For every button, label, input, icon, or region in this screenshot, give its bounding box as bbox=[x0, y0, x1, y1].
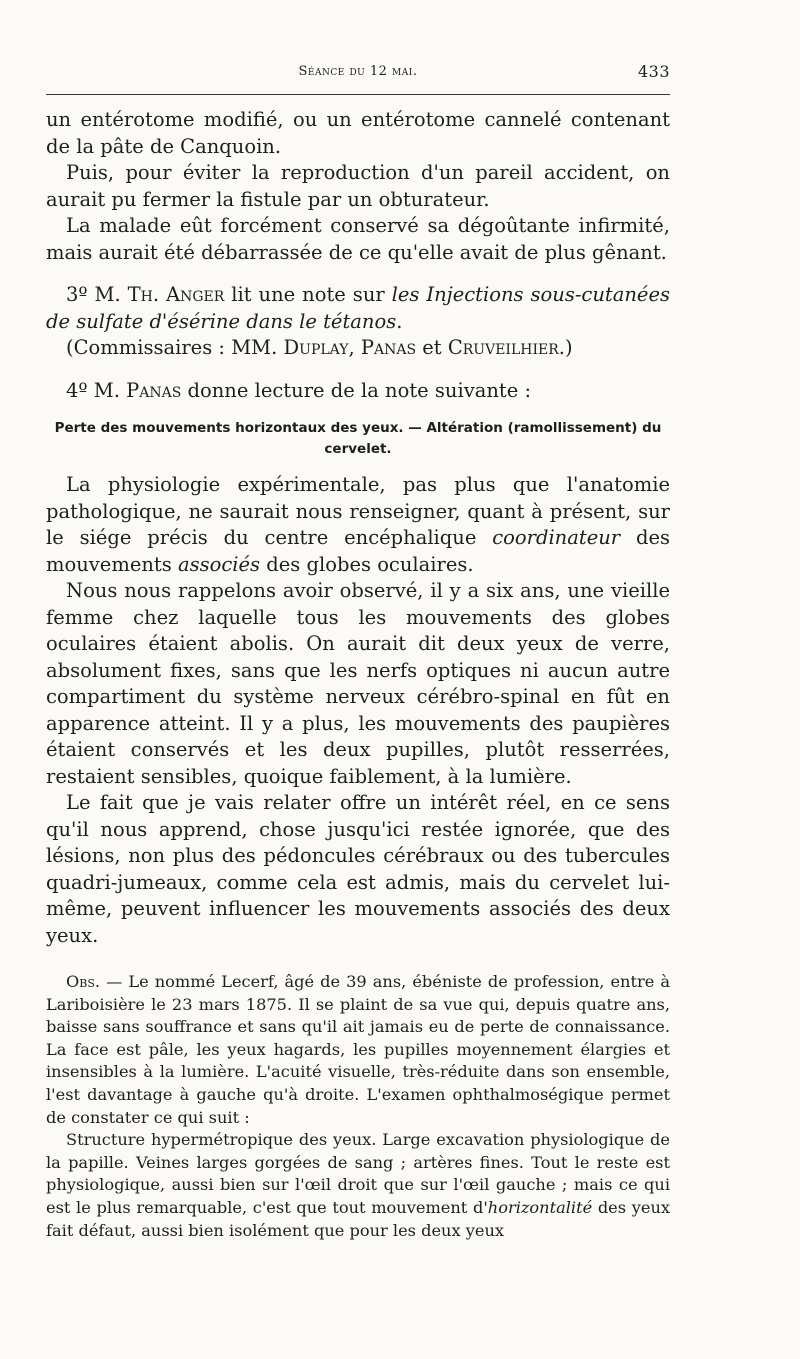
observation-label: Obs. bbox=[66, 972, 101, 991]
header-rule bbox=[46, 94, 670, 95]
observation bbox=[46, 971, 670, 1242]
author-name: Th. Anger bbox=[127, 283, 225, 306]
commissaires-line: (Commissaires : MM. Duplay, Panas et Cruveilhier.) bbox=[66, 336, 573, 359]
paragraph: Puis, pour éviter la reproduction d'un pareil accident, on aurait pu fermer la fistule par un obturateur. bbox=[46, 161, 670, 211]
observation-paragraph: Structure hypermétropique des yeux. Large excavation physiologique de la papille. Veines larges gorgées de sang ; artères fines. Tout le reste est physiologique, aussi bien sur l'œil droit que sur l'œil gauche ; mais ce qui est le plus remarquable, c'est que tout mouvement d'horizontalité des yeux fait défaut, aussi bien isolément que pour les deux yeux bbox=[46, 1130, 671, 1240]
page bbox=[46, 60, 670, 1242]
observation-paragraph: Obs. — Le nommé Lecerf, âgé de 39 ans, ébéniste de profession, entre à Lariboisière le 23 mars 1875. Il se plaint de sa vue qui, depuis quatre ans, baisse sans souffrance et sans qu'il ait jamais eu de perte de connaissance. La face est pâle, les yeux hagards, les pupilles moyennement élargies et insensibles à la lumière. L'acuité visuelle, très-réduite dans son ensemble, l'est davantage à gauche qu'à droite. L'examen ophthalmoségique permet de constater ce qui suit : bbox=[46, 972, 670, 1127]
page-number: 433 bbox=[637, 62, 670, 81]
note-title: les Injections sous-cutanées de sulfate d'ésérine dans le tétanos bbox=[46, 283, 670, 333]
section-heading: Perte des mouvements horizontaux des yeux. — Altération (ramollissement) du cervelet. bbox=[54, 420, 662, 457]
agenda-item-4: 4º M. Panas donne lecture de la note suivante : bbox=[66, 378, 532, 402]
paragraph-continued: un entérotome modifié, ou un entérotome cannelé contenant de la pâte de Canquoin. bbox=[46, 108, 670, 158]
paragraph: Le fait que je vais relater offre un intérêt réel, en ce sens qu'il nous apprend, chose jusqu'ici restée ignorée, que des lésions, non plus des pédoncules cérébraux ou des tubercules quadri-jumeaux, comme cela est admis, mais du cervelet lui-même, peuvent influencer les mouvements associés des deux yeux. bbox=[46, 791, 670, 947]
paragraph: La malade eût forcément conservé sa dégoûtante infirmité, mais aurait été débarrassée de ce qu'elle avait de plus gênant. bbox=[46, 214, 670, 264]
paragraph: Nous nous rappelons avoir observé, il y a six ans, une vieille femme chez laquelle tous les mouvements des globes oculaires étaient abolis. On aurait dit deux yeux de verre, absolument fixes, sans que les nerfs optiques ni aucun autre compartiment du système nerveux cérébro-spinal en fût en apparence atteint. Il y a plus, les mouvements des paupières étaient conservés et les deux pupilles, plutôt resserrées, restaient sensibles, quoique faiblement, à la lumière. bbox=[46, 579, 670, 788]
running-title: Séance du 12 mai. bbox=[298, 64, 418, 79]
author-name: Panas bbox=[126, 378, 182, 402]
agenda-item-3: 3º M. Th. Anger lit une note sur les Injections sous-cutanées de sulfate d'ésérine dans le tétanos. bbox=[46, 283, 670, 333]
main-text bbox=[46, 107, 670, 949]
paragraph: La physiologie expérimentale, pas plus que l'anatomie pathologique, ne saurait nous renseigner, quant à présent, sur le siége précis du centre encéphalique coordinateur des mouvements associés des globes oculaires. bbox=[46, 473, 671, 576]
running-head bbox=[46, 60, 670, 86]
